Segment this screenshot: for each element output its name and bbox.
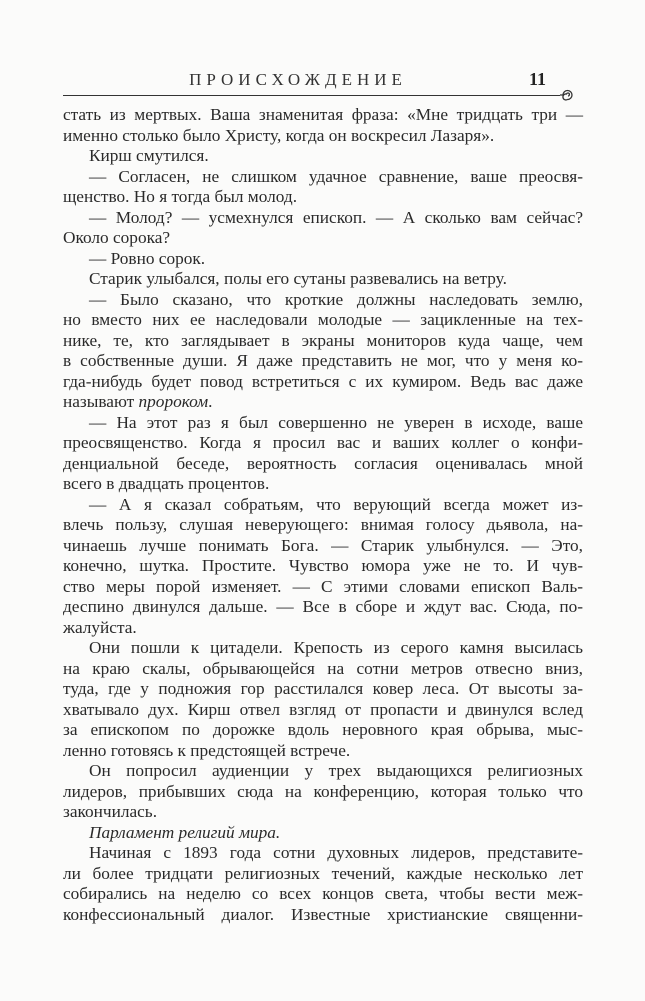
- line-text: щенство. Но я тогда был молод.: [63, 187, 298, 206]
- running-title: ПРОИСХОЖДЕНИЕ: [189, 70, 407, 89]
- line-text: гда-нибудь будет повод встретиться с их кумиром. Ведь вас даже: [63, 371, 583, 391]
- line-text: — Ровно сорок.: [89, 248, 206, 268]
- line-text: за епископом по дорожке вдоль неровного края обрыва, мыс-: [63, 720, 583, 739]
- text-line: [63, 823, 583, 844]
- line-text: лидеров, прибывших сюда на конференцию, которая только что: [63, 781, 583, 801]
- line-text: Старик улыбался, полы его сутаны развевались на ветру.: [89, 269, 507, 288]
- line-text: — Было сказано, что кроткие должны наследовать землю,: [89, 289, 583, 309]
- text-line: [63, 146, 583, 167]
- text-line: [63, 741, 583, 762]
- text-line: [63, 331, 583, 352]
- text-line: [63, 105, 583, 126]
- running-head: [63, 70, 568, 96]
- line-text: — Согласен, не слишком удачное сравнение, ваше преосвя-: [89, 166, 583, 186]
- line-text: но вместо них ее наследовали молодые — зацикленные на тех-: [63, 310, 583, 329]
- text-line: [63, 413, 583, 434]
- text-line: [63, 454, 583, 475]
- text-line: [63, 843, 583, 864]
- header-rule: [63, 95, 560, 96]
- line-text: — А я сказал собратьям, что верующий всегда может из-: [89, 494, 583, 514]
- line-text: деспино двинулся дальше. — Все в сборе и ждут вас. Сюда, по-: [63, 597, 583, 616]
- line-text: собирались на неделю со всех концов света, чтобы вести меж-: [63, 884, 583, 903]
- line-text: ство меры порой изменяет. — С этими словами епископ Валь-: [63, 576, 583, 596]
- text-line: [63, 618, 583, 639]
- text-line: [63, 577, 583, 598]
- line-text: Он попросил аудиенции у трех выдающихся религиозных: [89, 761, 583, 780]
- text-line: [63, 208, 583, 229]
- line-text: жалуйста.: [63, 617, 137, 637]
- line-text: называют: [63, 392, 139, 411]
- text-line: [63, 392, 583, 413]
- italic-text: Парламент религий мира.: [89, 822, 281, 842]
- text-line: [63, 126, 583, 147]
- text-line: [63, 802, 583, 823]
- line-text: .: [208, 392, 213, 411]
- text-line: [63, 310, 583, 331]
- line-text: стать из мертвых. Ваша знаменитая фраза: «Мне тридцать три —: [63, 105, 583, 124]
- text-line: [63, 659, 583, 680]
- line-text: влечь пользу, слушая неверующего: внимая голосу дьявола, на-: [63, 515, 583, 534]
- text-line: [63, 228, 583, 249]
- italic-text: пророком: [138, 392, 209, 411]
- text-line: [63, 597, 583, 618]
- text-line: [63, 905, 583, 926]
- line-text: хватывало дух. Кирш отвел взгляд от пропасти и двинулся вслед: [63, 699, 583, 719]
- line-text: закончилась.: [63, 802, 158, 821]
- line-text: Они пошли к цитадели. Крепость из серого камня высилась: [89, 638, 583, 657]
- line-text: ленно готовясь к предстоящей встрече.: [63, 740, 351, 760]
- line-text: именно столько было Христу, когда он воскресил Лазаря».: [63, 125, 495, 145]
- text-line: [63, 290, 583, 311]
- text-line: [63, 761, 583, 782]
- line-text: конечно, шутка. Простите. Чувство юмора уже не то. И чув-: [63, 556, 583, 575]
- text-line: [63, 433, 583, 454]
- spiral-ornament-icon: [559, 88, 575, 102]
- text-line: [63, 249, 583, 270]
- line-text: чинаешь лучше понимать Бога. — Старик улыбнулся. — Это,: [63, 535, 583, 555]
- line-text: Начиная с 1893 года сотни духовных лидеров, представите-: [89, 843, 583, 862]
- line-text: на краю скалы, обрывающейся на сотни метров отвесно вниз,: [63, 658, 583, 678]
- text-line: [63, 700, 583, 721]
- page-number: 11: [528, 69, 546, 89]
- text-line: [63, 782, 583, 803]
- line-text: ли более тридцати религиозных течений, каждые несколько лет: [63, 863, 583, 883]
- line-text: Около сорока?: [63, 228, 171, 247]
- line-text: конфессиональный диалог. Известные христианские священни-: [63, 904, 583, 924]
- line-text: туда, где у подножия гор расстилался ковер леса. От высоты за-: [63, 679, 583, 698]
- text-line: [63, 679, 583, 700]
- text-line: [63, 474, 583, 495]
- text-line: [63, 864, 583, 885]
- line-text: всего в двадцать процентов.: [63, 474, 270, 493]
- text-line: [63, 720, 583, 741]
- line-text: преосвященство. Когда я просил вас и ваших коллег о конфи-: [63, 433, 583, 452]
- text-line: [63, 515, 583, 536]
- line-text: — На этот раз я был совершенно не уверен в исходе, ваше: [89, 412, 583, 432]
- line-text: — Молод? — усмехнулся епископ. — А сколько вам сейчас?: [89, 207, 583, 227]
- text-line: [63, 351, 583, 372]
- line-text: в собственные души. Я даже представить не мог, что у меня ко-: [63, 351, 583, 370]
- text-line: [63, 536, 583, 557]
- line-text: нике, те, кто заглядывает в экраны мониторов куда чаще, чем: [63, 330, 583, 350]
- line-text: денциальной беседе, вероятность согласия оценивалась мной: [63, 453, 583, 473]
- text-line: [63, 372, 583, 393]
- line-text: Кирш смутился.: [89, 146, 209, 165]
- text-line: [63, 556, 583, 577]
- body-text: [63, 105, 583, 925]
- text-line: [63, 638, 583, 659]
- text-line: [63, 187, 583, 208]
- text-line: [63, 495, 583, 516]
- text-line: [63, 884, 583, 905]
- text-line: [63, 167, 583, 188]
- text-line: [63, 269, 583, 290]
